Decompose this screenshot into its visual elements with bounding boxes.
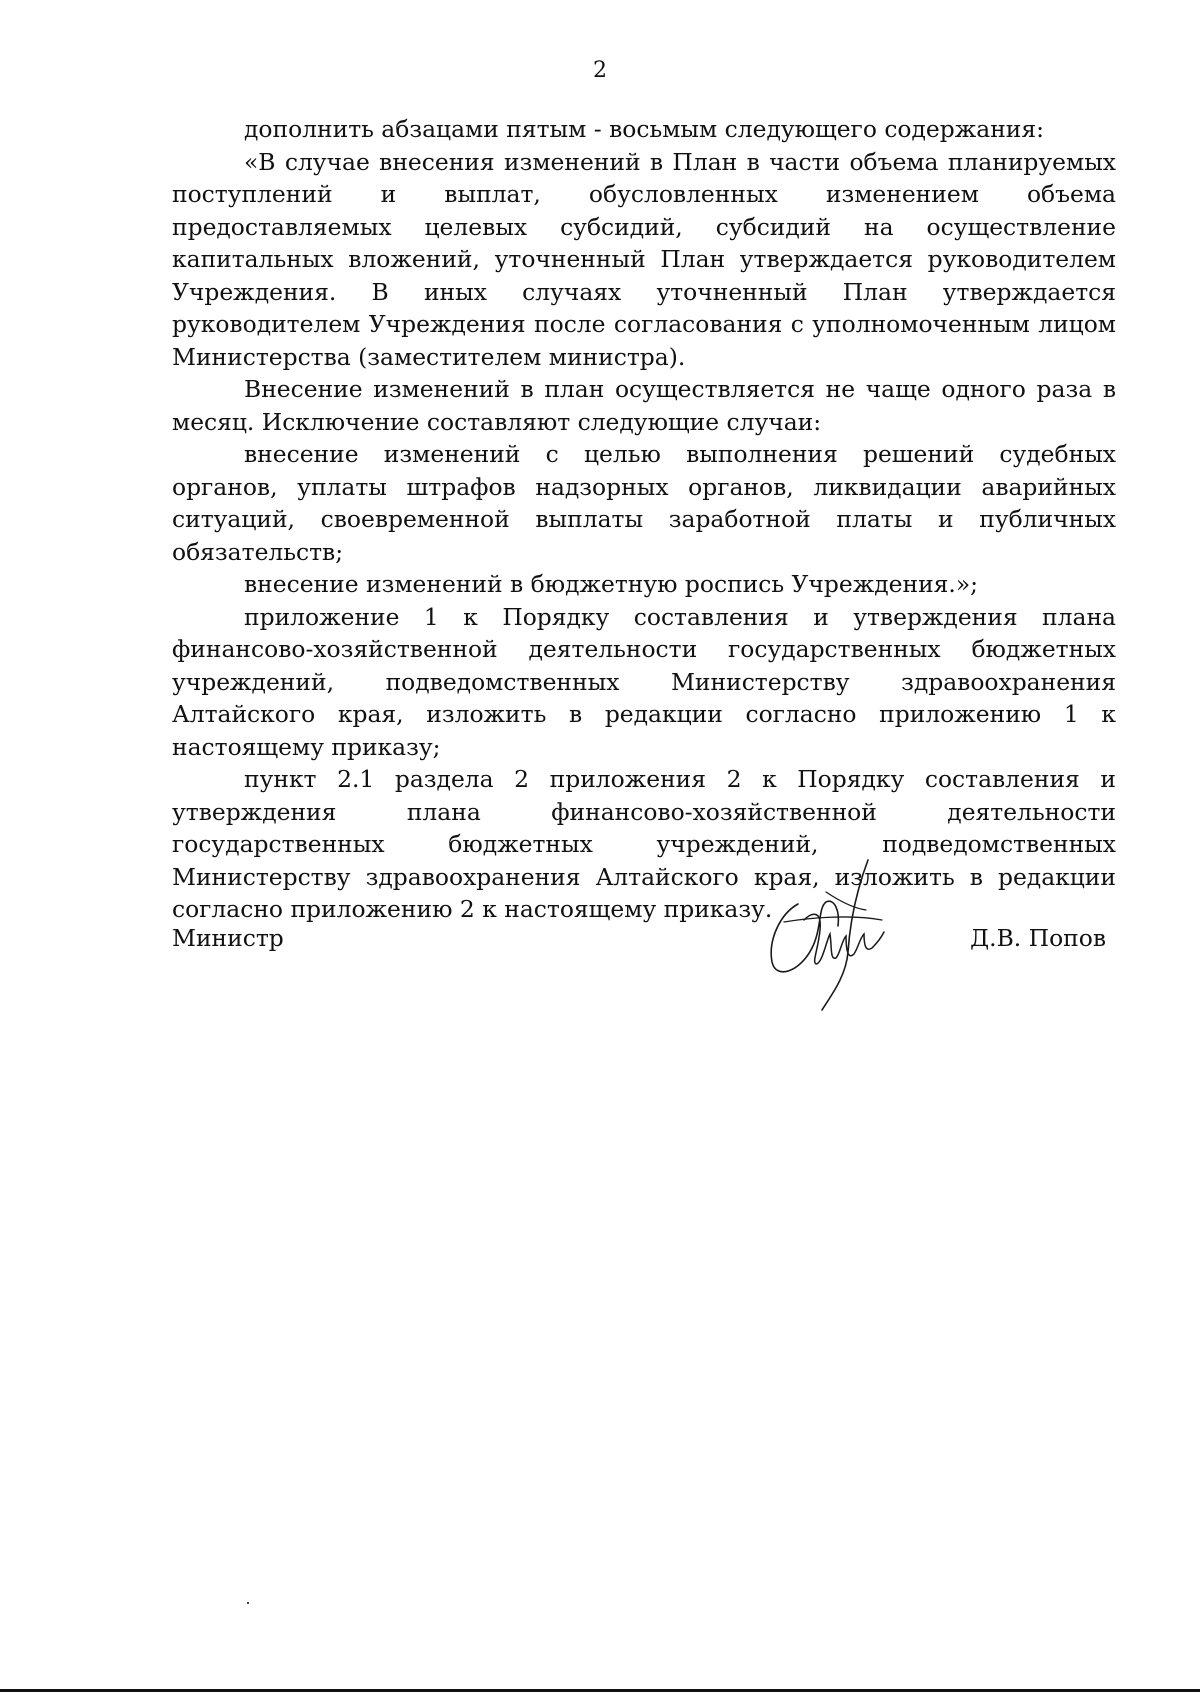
bottom-rule <box>0 1689 1200 1692</box>
paragraph-exception-budget: внесение изменений в бюджетную роспись Учреждения.»; <box>244 570 979 598</box>
page-number: 2 <box>593 58 607 83</box>
paragraph-appendix-2: пункт 2.1 раздела 2 приложения 2 к Порядку составления и утверждения плана финансово-хозяйственной деятельности государственных бюджетных учреждений, подведомственных Министерству здравоохранения Алтайского края, изложить в редакции согласно приложению 2 к настоящему приказу. <box>172 765 1116 923</box>
paragraph-plan-changes: «В случае внесения изменений в План в части объема планируемых поступлений и выплат, обусловленных изменением объема предоставляемых целевых субсидий, субсидий на осуществление капитальных вложений, уточненный План утверждается руководителем Учреждения. В иных случаях уточненный План утверждается руководителем Учреждения после согласования с уполномоченным лицом Министерства (заместителем министра). <box>172 147 1116 371</box>
paragraph-frequency: Внесение изменений в план осуществляется не чаще одного раза в месяц. Исключение составляют следующие случаи: <box>172 375 1116 436</box>
paragraph-intro: дополнить абзацами пятым - восьмым следующего содержания: <box>244 115 1045 143</box>
signer-name: Д.В. Попов <box>970 924 1106 952</box>
signature-block <box>172 852 1116 1012</box>
handwritten-signature <box>760 852 900 1012</box>
paragraph-exception-court: внесение изменений с целью выполнения решений судебных органов, уплаты штрафов надзорных органов, ликвидации аварийных ситуаций, своевременной выплаты заработной платы и публичных обязательств; <box>172 440 1116 566</box>
scan-speck <box>247 1602 249 1604</box>
signer-title: Министр <box>172 924 284 952</box>
paragraph-appendix-1: приложение 1 к Порядку составления и утверждения плана финансово-хозяйственной деятельности государственных бюджетных учреждений, подведомственных Министерству здравоохранения Алтайского края, изложить в редакции согласно приложению 1 к настоящему приказу; <box>172 602 1116 761</box>
document-body <box>172 113 1116 926</box>
